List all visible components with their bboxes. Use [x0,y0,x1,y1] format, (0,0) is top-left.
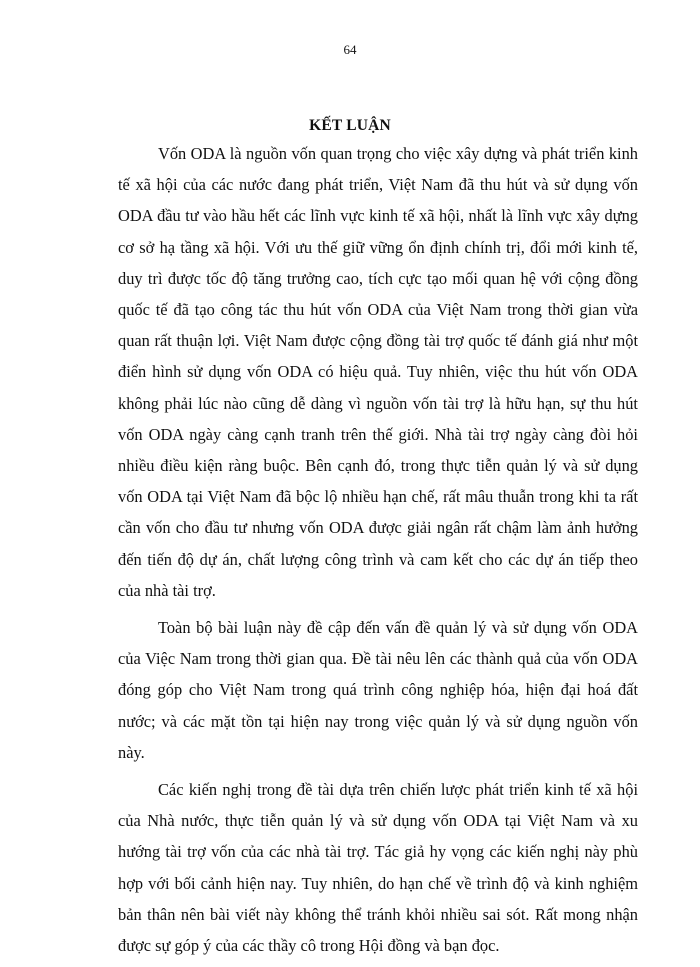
section-heading: KẾT LUẬN [309,117,391,134]
paragraph-1: Vốn ODA là nguồn vốn quan trọng cho việc xây dựng và phát triển kinh tế xã hội của các nước đang phát triển, Việt Nam đã thu hút và sử dụng vốn ODA đầu tư vào hầu hết các lĩnh vực kinh tế xã hội, nhất là lĩnh vực xây dựng cơ sở hạ tầng xã hội. Với ưu thế giữ vững ổn định chính trị, đổi mới kinh tế, duy trì được tốc độ tăng trưởng cao, tích cực tạo mối quan hệ với cộng đồng quốc tế đã tạo công tác thu hút vốn ODA của Việt Nam trong thời gian vừa quan rất thuận lợi. Việt Nam được cộng đồng tài trợ quốc tế đánh giá như một điển hình sử dụng vốn ODA có hiệu quả. Tuy nhiên, việc thu hút vốn ODA không phải lúc nào cũng dễ dàng vì nguồn vốn tài trợ là hữu hạn, sự thu hút vốn ODA ngày càng cạnh tranh trên thế giới. Nhà tài trợ ngày càng đòi hỏi nhiều điều kiện ràng buộc. Bên cạnh đó, trong thực tiễn quản lý và sử dụng vốn ODA tại Việt Nam đã bộc lộ nhiều hạn chế, rất mâu thuẫn trong khi ta rất cần vốn cho đầu tư nhưng vốn ODA được giải ngân rất chậm làm ảnh hưởng đến tiến độ dự án, chất lượng công trình và cam kết cho các dự án tiếp theo của nhà tài trợ. [118,144,638,600]
paragraph-3: Các kiến nghị trong đề tài dựa trên chiến lược phát triển kinh tế xã hội của Nhà nước, thực tiễn quản lý và sử dụng vốn ODA tại Việt Nam và xu hướng tài trợ vốn của các nhà tài trợ. Tác giả hy vọng các kiến nghị này phù hợp với bối cảnh hiện nay. Tuy nhiên, do hạn chế về trình độ và kinh nghiệm bản thân nên bài viết này không thể tránh khỏi nhiều sai sót. Rất mong nhận được sự góp ý của các thầy cô trong Hội đồng và bạn đọc. [118,780,638,956]
document-body [118,138,638,967]
paragraph-2: Toàn bộ bài luận này đề cập đến vấn đề quản lý và sử dụng vốn ODA của Việc Nam trong thời gian qua. Đề tài nêu lên các thành quả của vốn ODA đóng góp cho Việt Nam trong quá trình công nghiệp hóa, hiện đại hoá đất nước; và các mặt tồn tại hiện nay trong việc quản lý và sử dụng nguồn vốn này. [118,618,638,762]
page-number: 64 [343,42,357,57]
